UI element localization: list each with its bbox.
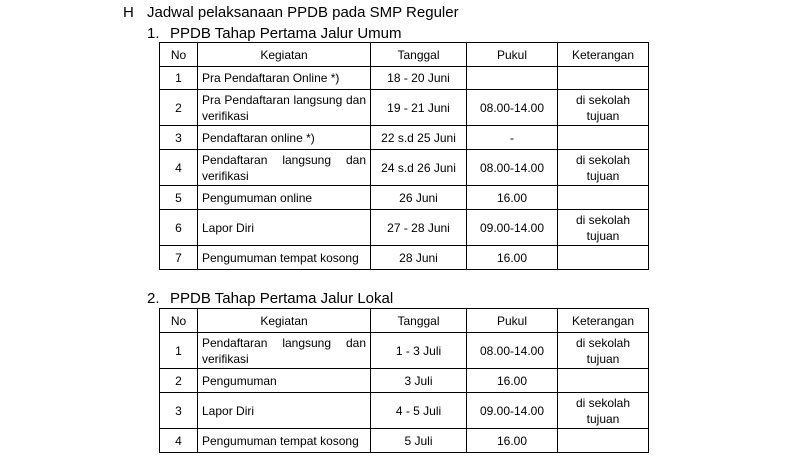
cell-tanggal: 26 Juni <box>371 186 467 210</box>
cell-kegiatan: Pengumuman online <box>198 186 371 210</box>
header-no: No <box>160 43 198 67</box>
cell-keterangan <box>558 186 649 210</box>
cell-kegiatan: Pengumuman tempat kosong <box>198 429 371 453</box>
table-2-number: 2. <box>147 290 160 307</box>
table-row <box>160 186 649 210</box>
cell-keterangan <box>558 429 649 453</box>
cell-no: 3 <box>160 126 198 150</box>
cell-no: 2 <box>160 369 198 393</box>
header-tanggal: Tanggal <box>371 43 467 67</box>
cell-kegiatan: Lapor Diri <box>198 210 371 246</box>
cell-pukul: 16.00 <box>467 186 558 210</box>
table-row <box>160 369 649 393</box>
table-1-number: 1. <box>147 25 160 42</box>
table-row <box>160 246 649 270</box>
cell-no: 3 <box>160 393 198 429</box>
cell-no: 2 <box>160 90 198 126</box>
cell-keterangan: di sekolah tujuan <box>558 333 649 369</box>
cell-kegiatan: Pra Pendaftaran Online *) <box>198 67 371 90</box>
table-body <box>160 67 649 270</box>
schedule-table-lokal <box>159 308 649 453</box>
cell-pukul: 08.00-14.00 <box>467 333 558 369</box>
cell-pukul: 16.00 <box>467 369 558 393</box>
section-heading <box>123 4 459 21</box>
table-body <box>160 333 649 453</box>
cell-tanggal: 27 - 28 Juni <box>371 210 467 246</box>
cell-pukul: 09.00-14.00 <box>467 393 558 429</box>
cell-tanggal: 3 Juli <box>371 369 467 393</box>
cell-keterangan: di sekolah tujuan <box>558 210 649 246</box>
cell-no: 1 <box>160 67 198 90</box>
cell-kegiatan: Lapor Diri <box>198 393 371 429</box>
cell-tanggal: 18 - 20 Juni <box>371 67 467 90</box>
table-2-heading <box>147 290 393 307</box>
table-header-row <box>160 309 649 333</box>
section-letter: H <box>123 4 134 21</box>
header-kegiatan: Kegiatan <box>198 43 371 67</box>
cell-kegiatan: Pengumuman tempat kosong <box>198 246 371 270</box>
table-row <box>160 150 649 186</box>
cell-no: 5 <box>160 186 198 210</box>
header-tanggal: Tanggal <box>371 309 467 333</box>
cell-pukul: - <box>467 126 558 150</box>
cell-pukul <box>467 67 558 90</box>
cell-pukul: 08.00-14.00 <box>467 150 558 186</box>
table-row <box>160 429 649 453</box>
cell-no: 4 <box>160 429 198 453</box>
cell-keterangan <box>558 126 649 150</box>
cell-tanggal: 5 Juli <box>371 429 467 453</box>
cell-keterangan: di sekolah tujuan <box>558 393 649 429</box>
cell-keterangan <box>558 369 649 393</box>
cell-pukul: 16.00 <box>467 246 558 270</box>
header-keterangan: Keterangan <box>558 309 649 333</box>
table-row <box>160 393 649 429</box>
table-row <box>160 67 649 90</box>
table-2-title: PPDB Tahap Pertama Jalur Lokal <box>170 290 394 307</box>
table-row <box>160 333 649 369</box>
cell-tanggal: 28 Juni <box>371 246 467 270</box>
cell-keterangan: di sekolah tujuan <box>558 90 649 126</box>
cell-no: 4 <box>160 150 198 186</box>
cell-tanggal: 22 s.d 25 Juni <box>371 126 467 150</box>
cell-keterangan <box>558 67 649 90</box>
cell-kegiatan: Pra Pendaftaran langsung dan verifikasi <box>198 90 371 126</box>
cell-kegiatan: Pendaftaran langsung dan verifikasi <box>198 333 371 369</box>
section-title: Jadwal pelaksanaan PPDB pada SMP Reguler <box>147 4 459 21</box>
cell-no: 7 <box>160 246 198 270</box>
cell-tanggal: 4 - 5 Juli <box>371 393 467 429</box>
header-pukul: Pukul <box>467 309 558 333</box>
cell-pukul: 08.00-14.00 <box>467 90 558 126</box>
cell-tanggal: 19 - 21 Juni <box>371 90 467 126</box>
table-row <box>160 126 649 150</box>
cell-keterangan: di sekolah tujuan <box>558 150 649 186</box>
schedule-table-umum <box>159 42 649 270</box>
table-row <box>160 90 649 126</box>
cell-pukul: 16.00 <box>467 429 558 453</box>
cell-keterangan <box>558 246 649 270</box>
header-keterangan: Keterangan <box>558 43 649 67</box>
cell-pukul: 09.00-14.00 <box>467 210 558 246</box>
cell-tanggal: 24 s.d 26 Juni <box>371 150 467 186</box>
cell-kegiatan: Pendaftaran langsung dan verifikasi <box>198 150 371 186</box>
cell-kegiatan: Pengumuman <box>198 369 371 393</box>
table-1-heading <box>147 25 401 42</box>
cell-kegiatan: Pendaftaran online *) <box>198 126 371 150</box>
table-row <box>160 210 649 246</box>
header-pukul: Pukul <box>467 43 558 67</box>
table-1-title: PPDB Tahap Pertama Jalur Umum <box>170 25 402 42</box>
table-header-row <box>160 43 649 67</box>
cell-no: 6 <box>160 210 198 246</box>
header-kegiatan: Kegiatan <box>198 309 371 333</box>
cell-no: 1 <box>160 333 198 369</box>
header-no: No <box>160 309 198 333</box>
cell-tanggal: 1 - 3 Juli <box>371 333 467 369</box>
